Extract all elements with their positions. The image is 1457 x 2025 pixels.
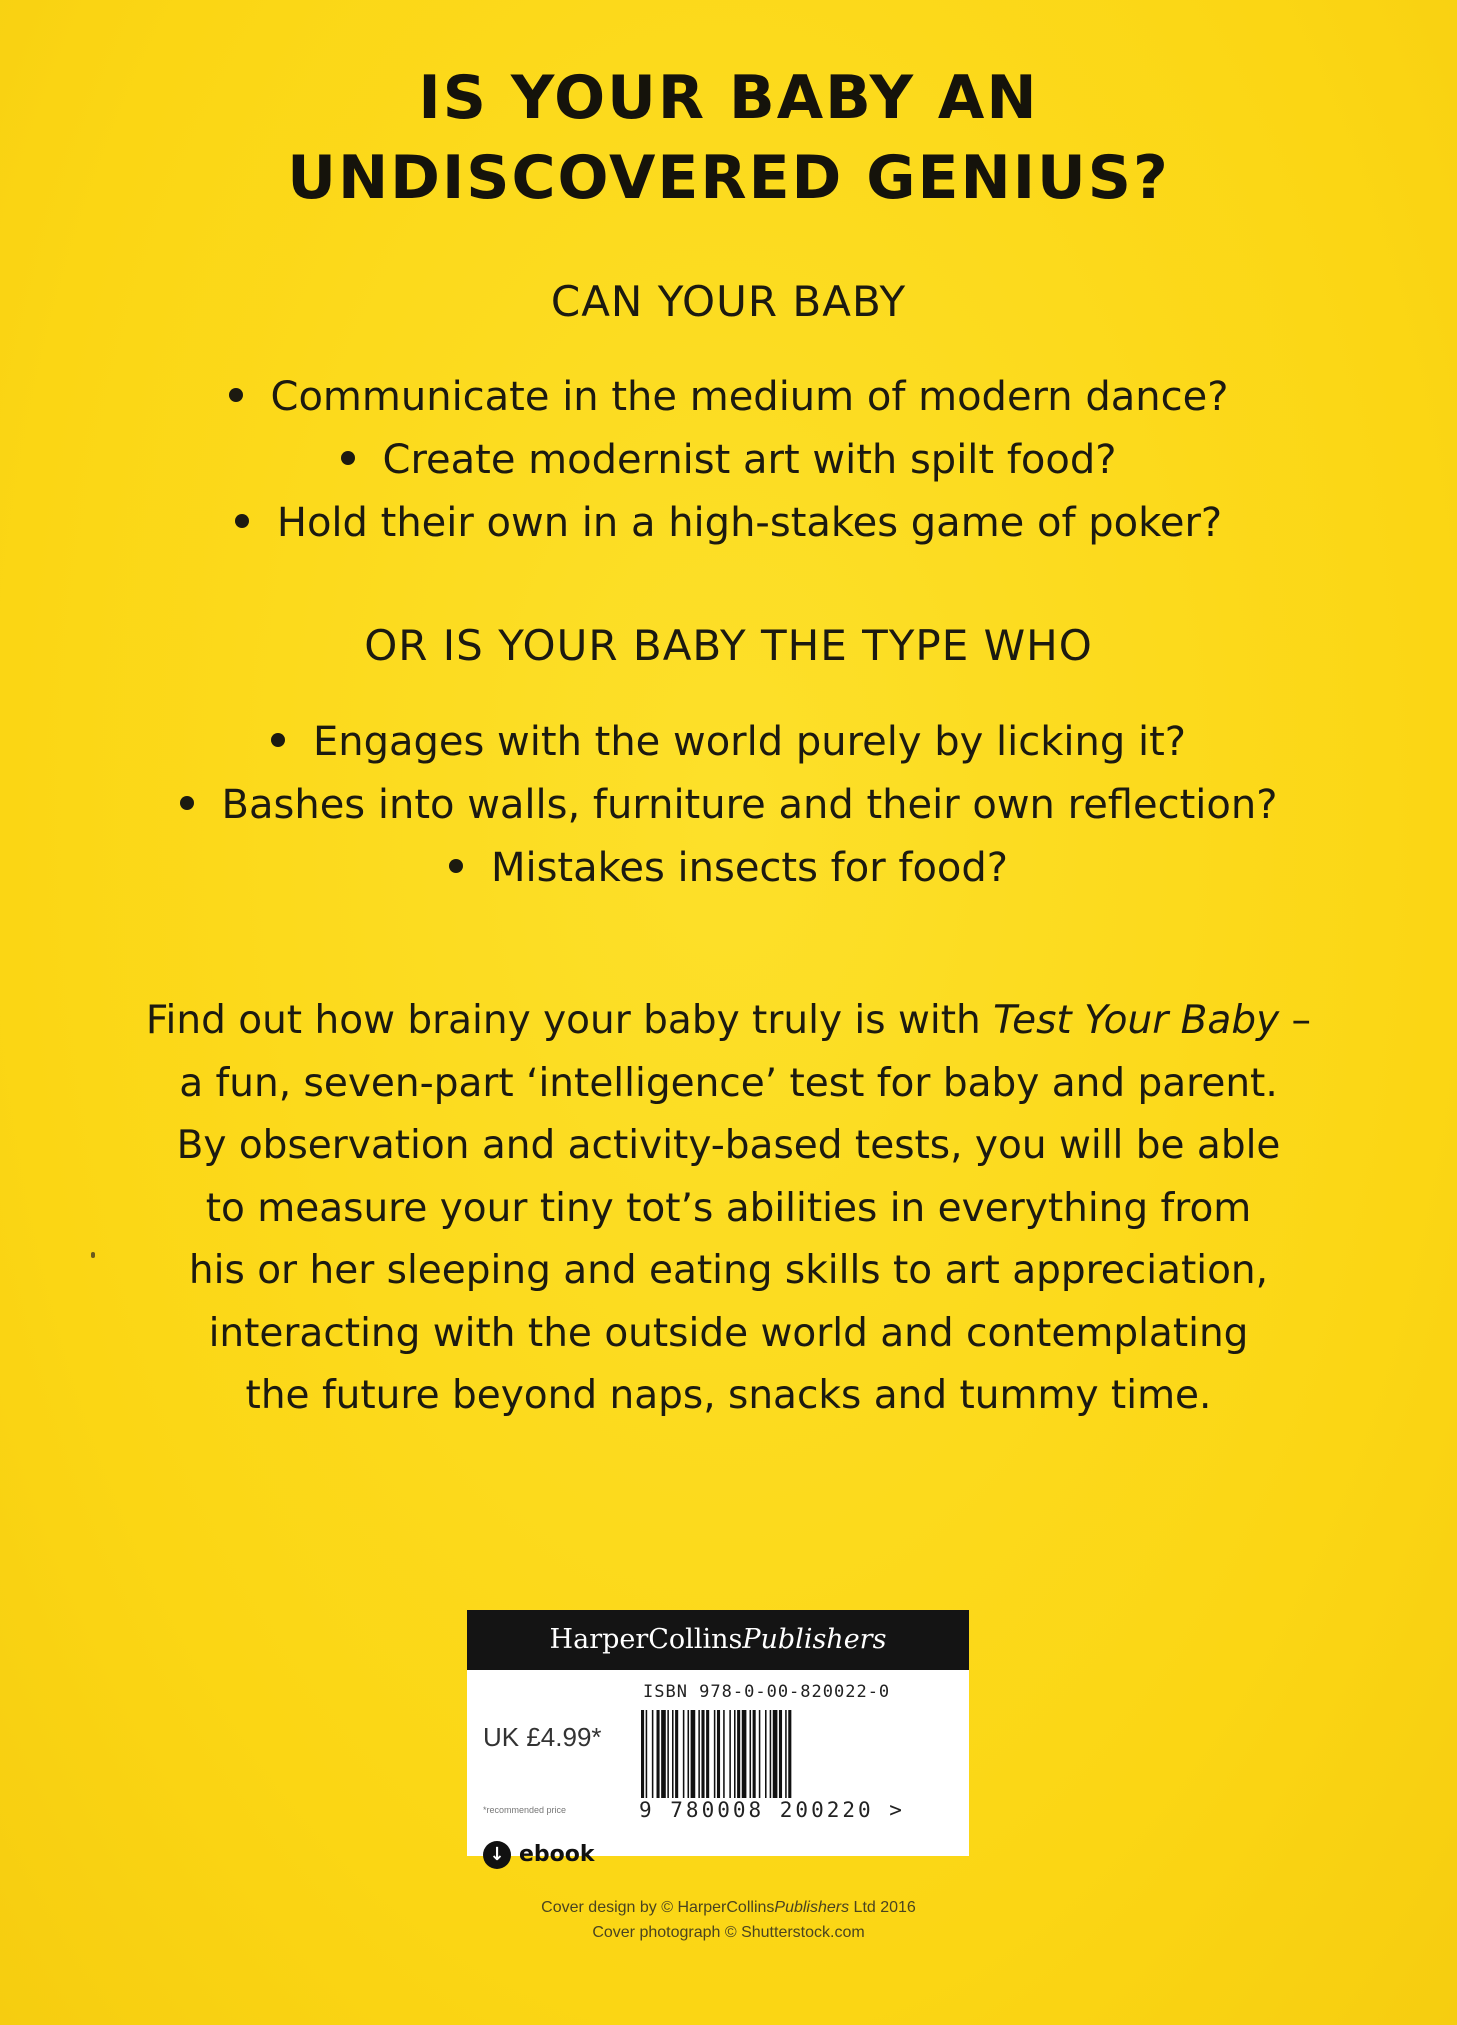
- blurb-line: his or her sleeping and eating skills to art appreciation,: [188, 1248, 1269, 1293]
- list-item: Hold their own in a high-stakes game of poker?: [0, 492, 1457, 555]
- print-speck: [91, 1252, 95, 1258]
- list-item: Bashes into walls, furniture and their own reflection?: [0, 774, 1457, 837]
- blurb-line: a fun, seven-part ‘intelligence’ test for baby and parent.: [179, 1060, 1278, 1106]
- blurb-line: By observation and activity-based tests, you will be able: [176, 1123, 1281, 1168]
- credit-line-design: Cover design by © HarperCollinsPublishers Ltd 2016: [541, 1899, 916, 1916]
- bullet-list-can: [0, 366, 1457, 555]
- blurb-line: the future beyond naps, snacks and tummy time.: [245, 1373, 1212, 1418]
- bullet-icon: [180, 796, 194, 810]
- credit-line-photo: Cover photograph © Shutterstock.com: [592, 1924, 865, 1941]
- bullet-icon: [449, 859, 463, 873]
- section-heading-can-your-baby: CAN YOUR BABY: [550, 277, 907, 326]
- headline-line-1: IS YOUR BABY AN: [418, 63, 1039, 133]
- list-item: Create modernist art with spilt food?: [0, 429, 1457, 492]
- bullet-list-type: [0, 711, 1457, 900]
- download-arrow-icon: ↓: [483, 1841, 511, 1869]
- publisher-logo: HarperCollinsPublishers: [467, 1610, 969, 1670]
- blurb-line: to measure your tiny tot’s abilities in everything from: [205, 1185, 1252, 1231]
- ebook-badge: ↓ ebook: [483, 1840, 595, 1870]
- cover-credits: [0, 1895, 1457, 1945]
- blurb-line: interacting with the outside world and contemplating: [208, 1310, 1249, 1356]
- bullet-icon: [271, 733, 285, 747]
- list-item: Mistakes insects for food?: [0, 837, 1457, 900]
- bullet-icon: [229, 388, 243, 402]
- barcode-panel: [467, 1610, 969, 1867]
- blurb: [0, 990, 1457, 1428]
- headline-line-2: UNDISCOVERED GENIUS?: [287, 143, 1170, 213]
- bullet-icon: [341, 451, 355, 465]
- blurb-line: Find out how brainy your baby truly is with Test Your Baby –: [145, 998, 1312, 1043]
- bullet-icon: [235, 514, 249, 528]
- list-item: Engages with the world purely by licking it?: [0, 711, 1457, 774]
- headline: [0, 58, 1457, 218]
- price-label: UK £4.99*: [483, 1722, 602, 1752]
- section-heading-type-who: OR IS YOUR BABY THE TYPE WHO: [364, 621, 1093, 670]
- rrp-note: *recommended price: [483, 1805, 567, 1815]
- isbn-number: ISBN 978-0-00-820022-0: [643, 1682, 891, 1702]
- barcode-digits: 9 780008 200220 >: [639, 1798, 905, 1822]
- book-title: Test Your Baby: [993, 998, 1280, 1043]
- barcode-icon: [639, 1710, 923, 1798]
- list-item: Communicate in the medium of modern dance?: [0, 366, 1457, 429]
